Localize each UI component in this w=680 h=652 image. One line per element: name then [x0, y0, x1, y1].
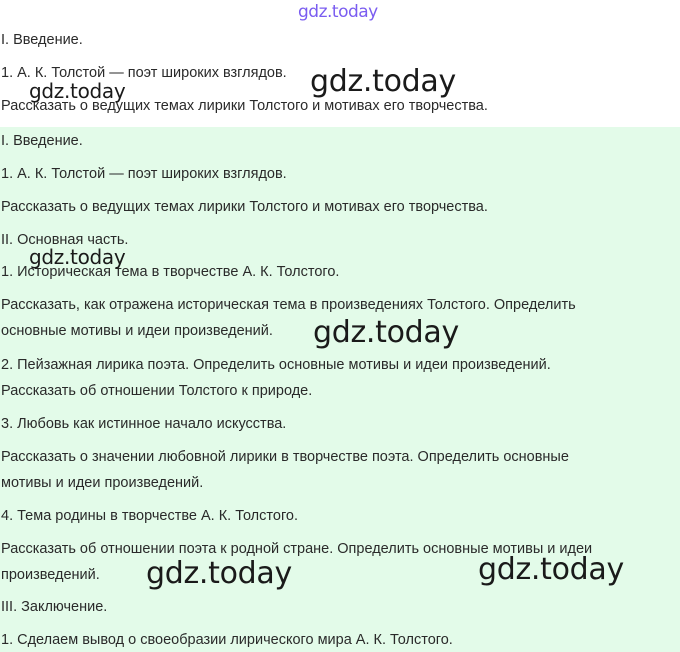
answer-line-main-3a: Рассказать о значении любовной лирики в творчестве поэта. Определить основные [1, 449, 569, 465]
answer-line-conclusion: III. Заключение. [1, 599, 108, 615]
answer-line-main-3b: мотивы и идеи произведений. [1, 475, 204, 491]
watermark: gdz.today [478, 552, 624, 587]
watermark: gdz.today [313, 315, 459, 350]
answer-line-main-2: 2. Пейзажная лирика поэта. Определить основные мотивы и идеи произведений. [1, 357, 551, 373]
plain-line-intro: I. Введение. [1, 32, 83, 48]
answer-line-intro-2: Рассказать о ведущих темах лирики Толстого и мотивах его творчества. [1, 199, 488, 215]
plain-line-1: 1. А. К. Толстой — поэт широких взглядов. [1, 65, 287, 81]
answer-line-main-1a: Рассказать, как отражена историческая тема в произведениях Толстого. Определить [1, 297, 576, 313]
answer-line-intro-1: 1. А. К. Толстой — поэт широких взглядов. [1, 166, 287, 182]
plain-line-2: Рассказать о ведущих темах лирики Толстого и мотивах его творчества. [1, 98, 488, 114]
answer-line-main-1: 1. Историческая тема в творчестве А. К. Толстого. [1, 264, 340, 280]
answer-line-main-1b: основные мотивы и идеи произведений. [1, 323, 273, 339]
top-watermark: gdz.today [298, 2, 378, 22]
answer-line-main-3: 3. Любовь как истинное начало искусства. [1, 416, 287, 432]
answer-line-main-4: 4. Тема родины в творчестве А. К. Толстого. [1, 508, 299, 524]
answer-line-intro: I. Введение. [1, 133, 83, 149]
answer-line-main-4b: произведений. [1, 567, 100, 583]
watermark: gdz.today [29, 79, 126, 103]
watermark: gdz.today [146, 556, 292, 591]
watermark: gdz.today [310, 64, 456, 99]
answer-line-conclusion-1: 1. Сделаем вывод о своеобразии лирического мира А. К. Толстого. [1, 632, 453, 648]
answer-line-main: II. Основная часть. [1, 232, 129, 248]
answer-line-main-4a: Рассказать об отношении поэта к родной стране. Определить основные мотивы и идеи [1, 541, 593, 557]
watermark: gdz.today [29, 245, 126, 269]
answer-line-main-2a: Рассказать об отношении Толстого к природе. [1, 383, 313, 399]
